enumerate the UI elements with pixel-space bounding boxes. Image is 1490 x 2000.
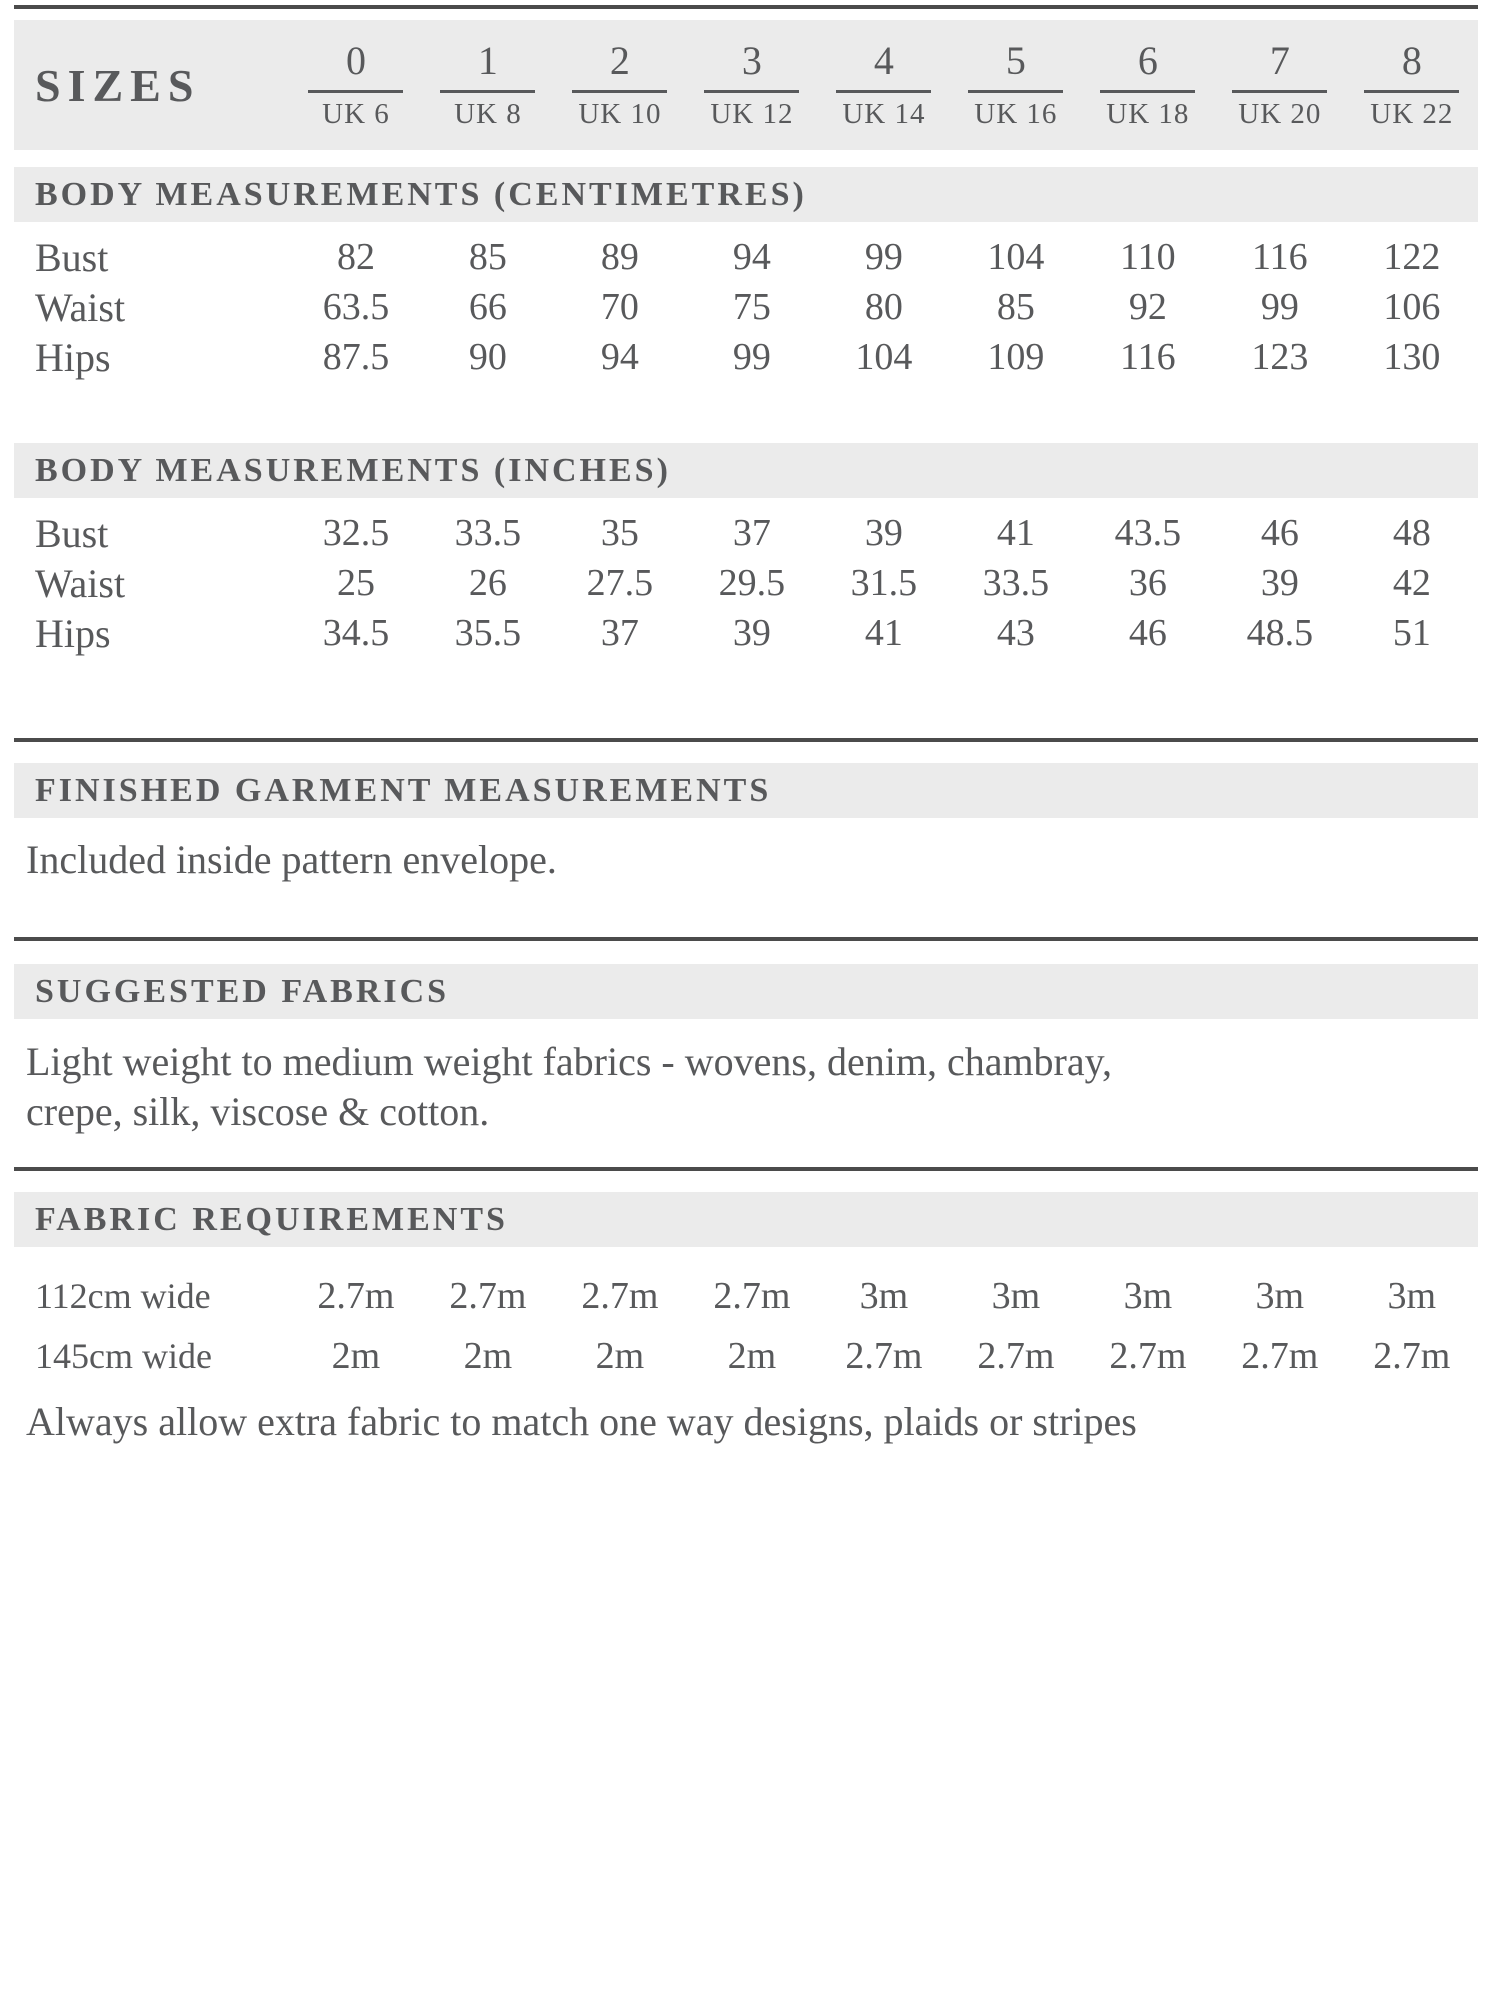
section-title: FINISHED GARMENT MEASUREMENTS — [35, 771, 772, 809]
size-number: 4 — [873, 38, 894, 83]
fabric-requirements-note: Always allow extra fabric to match one way designs, plaids or stripes — [26, 1399, 1137, 1444]
cell-value: 39 — [732, 612, 771, 654]
cell-value: 43 — [996, 612, 1035, 654]
cell-value: 90 — [468, 336, 507, 378]
size-underline — [1100, 90, 1195, 93]
row-label: 145cm wide — [35, 1336, 212, 1376]
table-row-hips-cm — [14, 332, 1478, 382]
cell-value: 41 — [864, 612, 903, 654]
size-column-8 — [1346, 38, 1478, 130]
size-underline — [1232, 90, 1327, 93]
cell-value: 80 — [864, 286, 903, 328]
cell-value: 87.5 — [322, 336, 390, 378]
size-underline — [968, 90, 1063, 93]
size-uk-label: UK 22 — [1370, 98, 1454, 130]
size-underline — [1364, 90, 1459, 93]
cell-value: 2.7m — [713, 1275, 791, 1317]
body-cm-table — [14, 232, 1478, 382]
cell-value: 2.7m — [1109, 1335, 1187, 1377]
table-row-waist-in — [14, 558, 1478, 608]
cell-value: 33.5 — [454, 512, 522, 554]
section-title: SUGGESTED FABRICS — [35, 972, 450, 1010]
cell-value: 2.7m — [1241, 1335, 1319, 1377]
suggested-fabrics-note: Light weight to medium weight fabrics - wovens, denim, chambray, crepe, silk, viscose & cotton. — [26, 1039, 1113, 1134]
table-row-112cm — [14, 1271, 1478, 1321]
cell-value: 51 — [1392, 612, 1431, 654]
cell-value: 99 — [732, 336, 771, 378]
size-column-6 — [1082, 38, 1214, 130]
table-row-bust-in — [14, 508, 1478, 558]
table-row-145cm — [14, 1331, 1478, 1381]
cell-value: 35.5 — [454, 612, 522, 654]
cell-value: 99 — [864, 236, 903, 278]
size-uk-label: UK 14 — [842, 98, 926, 130]
size-number: 7 — [1269, 38, 1290, 83]
section-title: BODY MEASUREMENTS (CENTIMETRES) — [35, 175, 807, 213]
cell-value: 33.5 — [982, 562, 1050, 604]
section-title: BODY MEASUREMENTS (INCHES) — [35, 451, 671, 489]
cell-value: 46 — [1128, 612, 1167, 654]
size-uk-label: UK 20 — [1238, 98, 1322, 130]
cell-value: 63.5 — [322, 286, 390, 328]
row-label: Waist — [35, 560, 126, 606]
size-uk-label: UK 16 — [974, 98, 1058, 130]
cell-value: 104 — [987, 236, 1045, 278]
row-label: Bust — [35, 234, 109, 280]
section-header-finished-garment — [14, 763, 1478, 818]
size-column-3 — [686, 38, 818, 130]
size-column-1 — [422, 38, 554, 130]
size-uk-label: UK 10 — [578, 98, 662, 130]
cell-value: 34.5 — [322, 612, 390, 654]
horizontal-rule — [14, 738, 1478, 742]
horizontal-rule-top — [14, 5, 1478, 9]
size-uk-label: UK 8 — [454, 98, 522, 130]
cell-value: 94 — [732, 236, 771, 278]
cell-value: 39 — [864, 512, 903, 554]
table-row-hips-in — [14, 608, 1478, 658]
cell-value: 109 — [987, 336, 1045, 378]
cell-value: 48.5 — [1246, 612, 1314, 654]
cell-value: 130 — [1383, 336, 1441, 378]
size-number: 6 — [1137, 38, 1158, 83]
size-underline — [704, 90, 799, 93]
row-label: Bust — [35, 510, 109, 556]
body-in-table — [14, 508, 1478, 658]
cell-value: 3m — [1123, 1275, 1173, 1317]
cell-value: 3m — [1255, 1275, 1305, 1317]
size-underline — [440, 90, 535, 93]
size-column-5 — [950, 38, 1082, 130]
cell-value: 37 — [600, 612, 639, 654]
cell-value: 2.7m — [317, 1275, 395, 1317]
row-label: Waist — [35, 284, 126, 330]
cell-value: 2.7m — [449, 1275, 527, 1317]
cell-value: 122 — [1383, 236, 1441, 278]
size-number: 0 — [345, 38, 366, 83]
cell-value: 36 — [1128, 562, 1167, 604]
size-column-7 — [1214, 38, 1346, 130]
size-number: 8 — [1401, 38, 1422, 83]
section-title: FABRIC REQUIREMENTS — [35, 1200, 508, 1238]
cell-value: 110 — [1120, 236, 1176, 278]
section-header-fabric-requirements — [14, 1192, 1478, 1247]
cell-value: 89 — [600, 236, 639, 278]
section-header-body-cm — [14, 167, 1478, 222]
cell-value: 2.7m — [977, 1335, 1055, 1377]
size-uk-label: UK 18 — [1106, 98, 1190, 130]
cell-value: 32.5 — [322, 512, 390, 554]
size-column-4 — [818, 38, 950, 130]
cell-value: 94 — [600, 336, 639, 378]
cell-value: 2.7m — [1373, 1335, 1451, 1377]
cell-value: 116 — [1120, 336, 1176, 378]
size-number: 1 — [477, 38, 498, 83]
cell-value: 3m — [991, 1275, 1041, 1317]
cell-value: 99 — [1260, 286, 1299, 328]
cell-value: 85 — [468, 236, 507, 278]
cell-value: 48 — [1392, 512, 1431, 554]
cell-value: 2.7m — [845, 1335, 923, 1377]
row-label: Hips — [35, 610, 111, 656]
cell-value: 116 — [1252, 236, 1308, 278]
sizes-header-row — [14, 20, 1478, 150]
cell-value: 41 — [996, 512, 1035, 554]
cell-value: 39 — [1260, 562, 1299, 604]
cell-value: 42 — [1392, 562, 1431, 604]
size-column-2 — [554, 38, 686, 130]
horizontal-rule — [14, 1167, 1478, 1171]
size-uk-label: UK 12 — [710, 98, 794, 130]
cell-value: 2.7m — [581, 1275, 659, 1317]
table-row-waist-cm — [14, 282, 1478, 332]
cell-value: 2m — [595, 1335, 645, 1377]
size-column-0 — [290, 38, 422, 130]
cell-value: 85 — [996, 286, 1035, 328]
cell-value: 37 — [732, 512, 771, 554]
cell-value: 27.5 — [586, 562, 654, 604]
cell-value: 35 — [600, 512, 639, 554]
cell-value: 75 — [732, 286, 771, 328]
cell-value: 123 — [1251, 336, 1309, 378]
size-underline — [836, 90, 931, 93]
size-number: 2 — [609, 38, 630, 83]
cell-value: 2m — [331, 1335, 381, 1377]
cell-value: 66 — [468, 286, 507, 328]
section-header-body-in — [14, 443, 1478, 498]
cell-value: 92 — [1128, 286, 1167, 328]
row-label: Hips — [35, 334, 111, 380]
row-label: 112cm wide — [35, 1276, 211, 1316]
cell-value: 70 — [600, 286, 639, 328]
size-uk-label: UK 6 — [322, 98, 390, 130]
section-header-suggested-fabrics — [14, 964, 1478, 1019]
fabric-requirements-table — [14, 1271, 1478, 1381]
size-underline — [308, 90, 403, 93]
cell-value: 43.5 — [1114, 512, 1182, 554]
finished-garment-note: Included inside pattern envelope. — [26, 837, 557, 882]
horizontal-rule — [14, 937, 1478, 941]
cell-value: 2m — [463, 1335, 513, 1377]
size-number: 3 — [741, 38, 762, 83]
cell-value: 26 — [468, 562, 507, 604]
cell-value: 29.5 — [718, 562, 786, 604]
cell-value: 104 — [855, 336, 913, 378]
cell-value: 46 — [1260, 512, 1299, 554]
cell-value: 2m — [727, 1335, 777, 1377]
size-number: 5 — [1005, 38, 1026, 83]
cell-value: 82 — [336, 236, 375, 278]
sizes-title: SIZES — [35, 59, 201, 111]
cell-value: 31.5 — [850, 562, 918, 604]
size-underline — [572, 90, 667, 93]
cell-value: 106 — [1383, 286, 1441, 328]
cell-value: 3m — [1387, 1275, 1437, 1317]
cell-value: 25 — [336, 562, 375, 604]
table-row-bust-cm — [14, 232, 1478, 282]
cell-value: 3m — [859, 1275, 909, 1317]
